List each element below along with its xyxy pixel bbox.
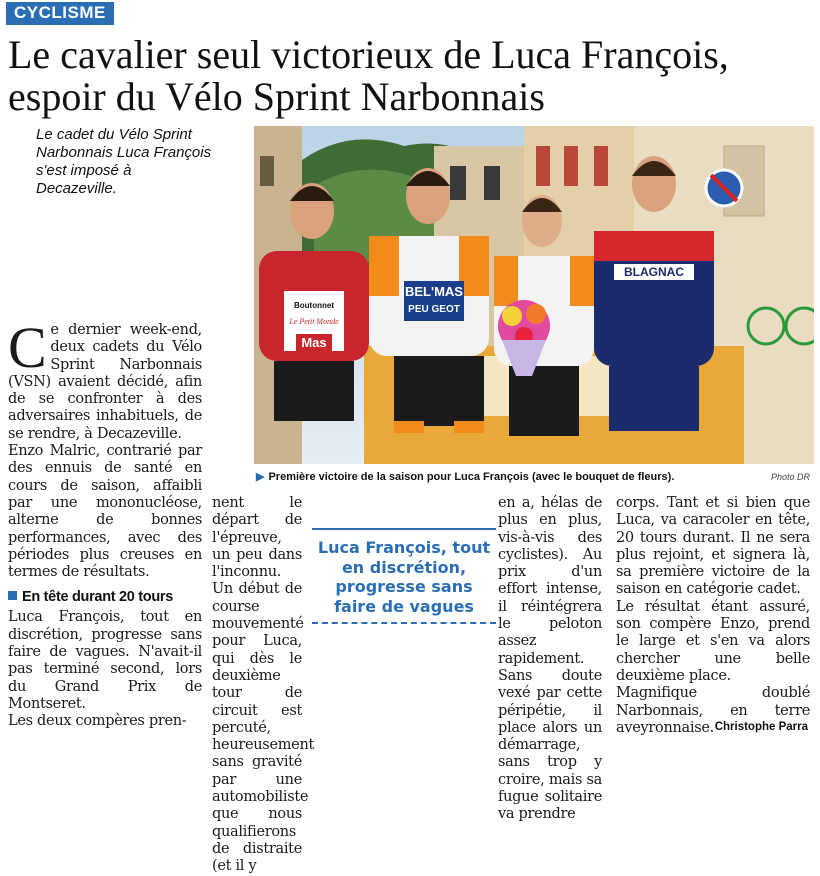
dropcap: C bbox=[8, 315, 47, 380]
author-signature: Christophe Parra bbox=[714, 721, 808, 733]
paragraph-intro bbox=[8, 315, 202, 443]
rubric-label: CYCLISME bbox=[6, 2, 114, 25]
paragraph-second-place: Le résultat étant assuré, son compère Enzo, prend le large et s'en va alors chercher une belle deuxième place. bbox=[616, 598, 810, 684]
pull-quote-text: Luca François, tout en discrétion, progresse sans faire de vagues bbox=[317, 538, 491, 616]
standfirst: Le cadet du Vélo Sprint Narbonnais Luca François s'est imposé à Decazeville. bbox=[36, 126, 212, 197]
pull-quote bbox=[312, 528, 496, 666]
headline: Le cavalier seul victorieux de Luca François, espoir du Vélo Sprint Narbonnais bbox=[8, 32, 729, 119]
paragraph-enzo: Enzo Malric, contrarié par des ennuis de santé en cours de saison, affaibli par une mononucléose, alterne de bonnes performances, avec des périodes plus creuses en termes de résultats. bbox=[8, 443, 202, 581]
paragraph-start: Les deux compères pren- bbox=[8, 713, 187, 730]
paragraph-intro-text: e dernier week-end, deux cadets du Vélo Sprint Narbonnais (VSN) avaient décidé, afin de se confronter à des adversaires inhabituels, de se rendre, à Decazeville. bbox=[8, 322, 202, 442]
article-photo bbox=[254, 126, 814, 464]
intertitle-text: En tête durant 20 tours bbox=[22, 589, 174, 606]
paragraph-victory: corps. Tant et si bien que Luca, va caracoler en tête, 20 tours durant. Il ne sera plus rejoint, et signera là, sa première victoire de la saison en catégorie cadet. bbox=[616, 495, 810, 598]
paragraph-effort: en a, hélas de plus en plus, vis-à-vis des cyclistes). Au prix d'un effort intense, il réintégrera le peloton assez rapidement. Sans doute vexé par cette péripétie, il place alors un démarrage, sans trop y croire, mais sa fugue solitaire va prendre bbox=[498, 495, 602, 823]
paragraph-luca: Luca François, tout en discrétion, progresse sans faire de vagues. N'avait-il pas terminé second, lors du Grand Prix de Montseret. bbox=[8, 609, 202, 712]
caption-arrow-icon: ▶ bbox=[256, 471, 265, 483]
column-2 bbox=[212, 495, 315, 876]
jersey-text-petit-monde: Le Petit Monde bbox=[289, 317, 339, 326]
pull-quote-rule-bottom bbox=[312, 622, 496, 624]
column-3 bbox=[498, 495, 602, 824]
intertitle bbox=[8, 589, 202, 605]
column-4 bbox=[616, 495, 810, 737]
jersey-text-mas: Mas bbox=[301, 335, 327, 350]
square-bullet-icon bbox=[8, 591, 17, 600]
paragraph-race-start: nent le départ de l'épreuve, un peu dans l'inconnu. Un début de course mouvementé pour Luca, qui dès le deuxième tour de circuit est percuté, heureusement sans gravité par une automobiliste que nous qualifierons de distraite (et il y bbox=[212, 495, 315, 875]
caption-text: Première victoire de la saison pour Luca François (avec le bouquet de fleurs). bbox=[268, 471, 675, 483]
column-1 bbox=[8, 315, 202, 731]
paragraph-double: Magnifique doublé Narbonnais, en terre aveyronnaise. bbox=[616, 685, 810, 736]
photo-credit: Photo DR bbox=[770, 472, 810, 482]
jersey-text-boutonnet: Boutonnet bbox=[294, 301, 334, 310]
photo-caption bbox=[256, 470, 812, 483]
jersey-text-belmas: BEL'MAS bbox=[405, 284, 463, 299]
jersey-text-peugeot: PEU GEOT bbox=[408, 304, 460, 315]
jersey-text-blagnac: BLAGNAC bbox=[624, 265, 684, 279]
